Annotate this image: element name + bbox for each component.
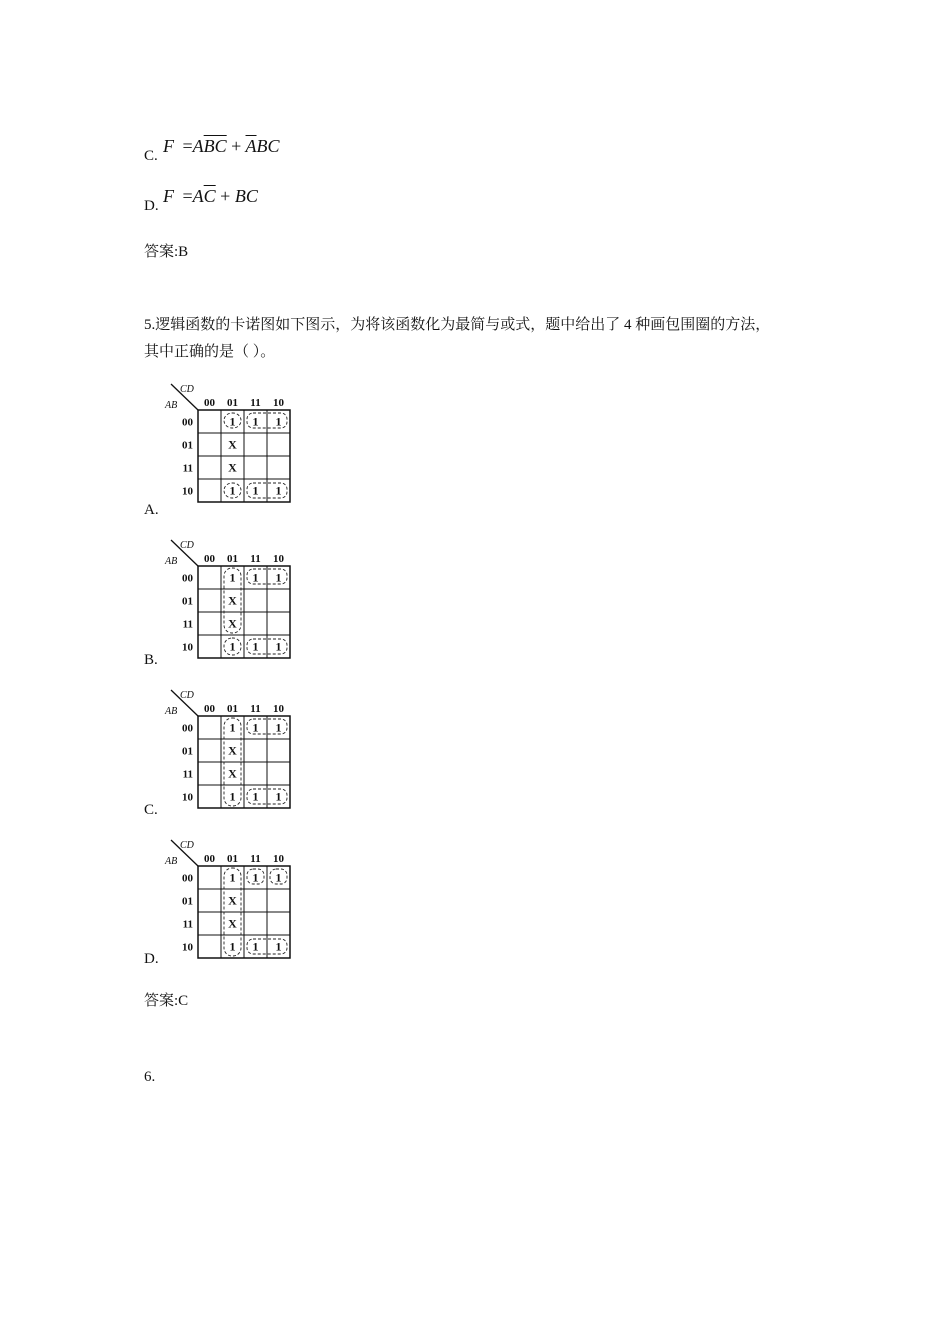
option-b-label: B. (144, 652, 158, 668)
kmap-col-header: 01 (227, 553, 238, 565)
kmap-cell-value: 1 (229, 570, 236, 585)
kmap-row-header: 10 (182, 641, 193, 654)
option-d-label: D. (144, 198, 159, 214)
kmap-row-header: 01 (182, 595, 193, 608)
kmap-row-header: 10 (182, 485, 193, 498)
kmap-row-header: 01 (182, 439, 193, 452)
kmap-col-header: 10 (273, 853, 284, 865)
kmap-corner-cd: CD (180, 840, 194, 851)
kmap-option-c (160, 686, 300, 817)
option-d-kmap-label: D. (144, 951, 159, 967)
kmap-cell-value: 1 (275, 720, 282, 735)
kmap-cell-value: 1 (252, 639, 259, 654)
kmap-cell-value: X (228, 916, 237, 931)
kmap-row-header: 01 (182, 745, 193, 758)
kmap-cell-value: 1 (229, 639, 236, 654)
kmap-cell-value: 1 (252, 939, 259, 954)
kmap-cell-value: 1 (229, 789, 236, 804)
kmap-cell-value: X (228, 743, 237, 758)
kmap-row-header: 10 (182, 941, 193, 954)
q5-stem-line2: 其中正确的是（ ）。 (144, 344, 276, 360)
kmap-corner-cd: CD (180, 384, 194, 395)
kmap-row-header: 00 (182, 572, 193, 585)
kmap-cell-value: X (228, 893, 237, 908)
kmap-col-header: 01 (227, 397, 238, 409)
kmap-corner-cd: CD (180, 690, 194, 701)
kmap-cell-value: X (228, 437, 237, 452)
kmap-cell-value: 1 (229, 870, 236, 885)
kmap-corner-ab: AB (165, 400, 178, 411)
kmap-svg (160, 686, 300, 812)
kmap-row-header: 01 (182, 895, 193, 908)
option-a-label: A. (144, 502, 159, 518)
q5-answer: 答案:C (144, 993, 189, 1009)
q4-answer: 答案:B (144, 244, 189, 260)
kmap-col-header: 10 (273, 703, 284, 715)
kmap-col-header: 01 (227, 703, 238, 715)
kmap-row-header: 11 (182, 618, 193, 631)
kmap-col-header: 10 (273, 553, 284, 565)
kmap-corner-ab: AB (165, 556, 178, 567)
kmap-corner-ab: AB (165, 856, 178, 867)
kmap-col-header: 00 (204, 553, 215, 565)
kmap-col-header: 00 (204, 397, 215, 409)
kmap-col-header: 11 (250, 703, 261, 715)
kmap-option-d (160, 836, 300, 967)
option-c-formula: $F =A\overline{BC} + \overline{A}BC$ (163, 136, 280, 156)
kmap-cell-value: 1 (275, 483, 282, 498)
kmap-cell-value: X (228, 616, 237, 631)
q5-stem-line1: 5.逻辑函数的卡诺图如下图示，为将该函数化为最简与或式，题中给出了 4 种画包围圈的方法， (144, 317, 771, 333)
kmap-row-header: 00 (182, 416, 193, 429)
kmap-svg (160, 536, 300, 662)
kmap-cell-value: 1 (252, 870, 259, 885)
kmap-col-header: 00 (204, 703, 215, 715)
kmap-row-header: 00 (182, 722, 193, 735)
kmap-svg (160, 836, 300, 962)
kmap-cell-value: 1 (229, 414, 236, 429)
kmap-cell-value: 1 (229, 939, 236, 954)
kmap-option-a (160, 380, 300, 511)
kmap-cell-value: 1 (229, 720, 236, 735)
kmap-cell-value: 1 (275, 414, 282, 429)
kmap-cell-value: 1 (252, 720, 259, 735)
option-c-label: C. (144, 148, 158, 164)
kmap-col-header: 11 (250, 397, 261, 409)
kmap-svg (160, 380, 300, 506)
kmap-corner-cd: CD (180, 540, 194, 551)
kmap-cell-value: 1 (252, 570, 259, 585)
kmap-col-header: 00 (204, 853, 215, 865)
kmap-col-header: 10 (273, 397, 284, 409)
kmap-cell-value: 1 (252, 789, 259, 804)
kmap-row-header: 00 (182, 872, 193, 885)
kmap-row-header: 11 (182, 918, 193, 931)
kmap-cell-value: X (228, 460, 237, 475)
kmap-cell-value: 1 (275, 570, 282, 585)
kmap-cell-value: 1 (252, 414, 259, 429)
kmap-option-b (160, 536, 300, 667)
kmap-cell-value: 1 (275, 639, 282, 654)
kmap-cell-value: 1 (275, 939, 282, 954)
kmap-corner-ab: AB (165, 706, 178, 717)
kmap-col-header: 01 (227, 853, 238, 865)
kmap-cell-value: 1 (229, 483, 236, 498)
kmap-row-header: 11 (182, 768, 193, 781)
kmap-cell-value: 1 (275, 870, 282, 885)
option-c-kmap-label: C. (144, 802, 158, 818)
kmap-row-header: 11 (182, 462, 193, 475)
q6-label: 6. (144, 1069, 156, 1085)
kmap-cell-value: X (228, 593, 237, 608)
kmap-row-header: 10 (182, 791, 193, 804)
kmap-cell-value: 1 (252, 483, 259, 498)
kmap-cell-value: X (228, 766, 237, 781)
kmap-col-header: 11 (250, 553, 261, 565)
option-d-formula: $F =A\overline{C}$ + BC (163, 186, 258, 206)
kmap-cell-value: 1 (275, 789, 282, 804)
kmap-col-header: 11 (250, 853, 261, 865)
